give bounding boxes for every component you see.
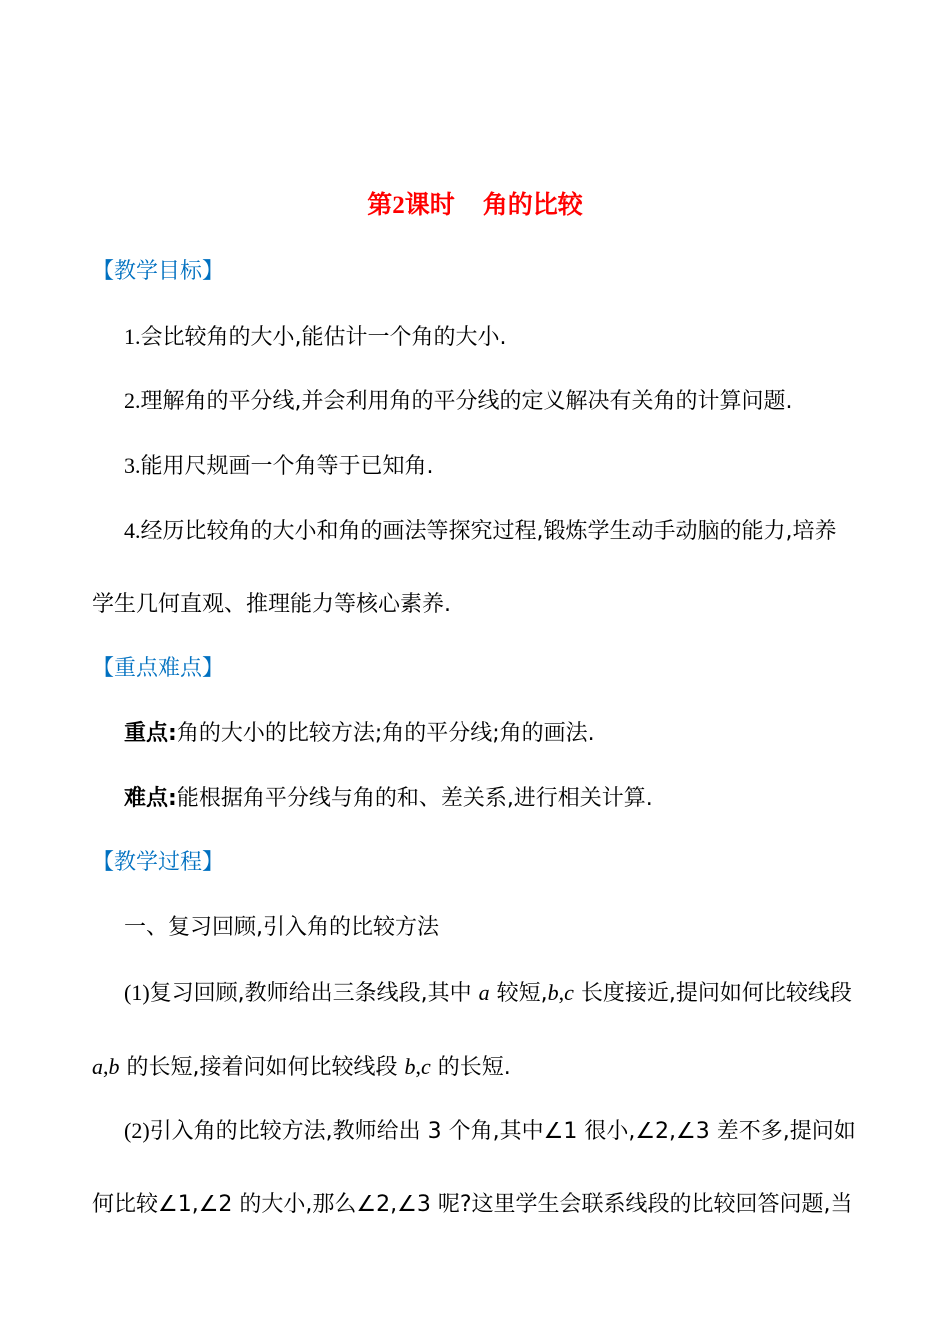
process-paragraph-1-continued: a,b 的长短,接着问如何比较线段 b,c 的长短. (92, 1054, 511, 1080)
section-heading-key-points: 【重点难点】 (92, 656, 225, 681)
objective-item-1: 1.会比较角的大小,能估计一个角的大小. (124, 324, 507, 350)
process-paragraph-2: (2)引入角的比较方法,教师给出 3 个角,其中∠1 很小,∠2,∠3 差不多,提问如 (124, 1118, 856, 1144)
process-paragraph-1: (1)复习回顾,教师给出三条线段,其中 a 较短,b,c 长度接近,提问如何比较线段 (124, 980, 852, 1006)
section-heading-process: 【教学过程】 (92, 850, 225, 875)
key-point: 重点:角的大小的比较方法;角的平分线;角的画法. (124, 721, 595, 746)
process-paragraph-2-continued: 何比较∠1,∠2 的大小,那么∠2,∠3 呢?这里学生会联系线段的比较回答问题,当 (92, 1192, 853, 1217)
objective-item-4-continued: 学生几何直观、推理能力等核心素养. (92, 592, 451, 617)
page-title: 第2课时 角的比较 (367, 190, 583, 219)
difficult-point: 难点:能根据角平分线与角的和、差关系,进行相关计算. (124, 786, 653, 811)
process-heading-1: 一、复习回顾,引入角的比较方法 (124, 915, 439, 940)
objective-item-2: 2.理解角的平分线,并会利用角的平分线的定义解决有关角的计算问题. (124, 388, 793, 414)
objective-item-4: 4.经历比较角的大小和角的画法等探究过程,锻炼学生动手动脑的能力,培养 (124, 518, 837, 544)
objective-item-3: 3.能用尺规画一个角等于已知角. (124, 453, 434, 479)
section-heading-objectives: 【教学目标】 (92, 259, 225, 284)
